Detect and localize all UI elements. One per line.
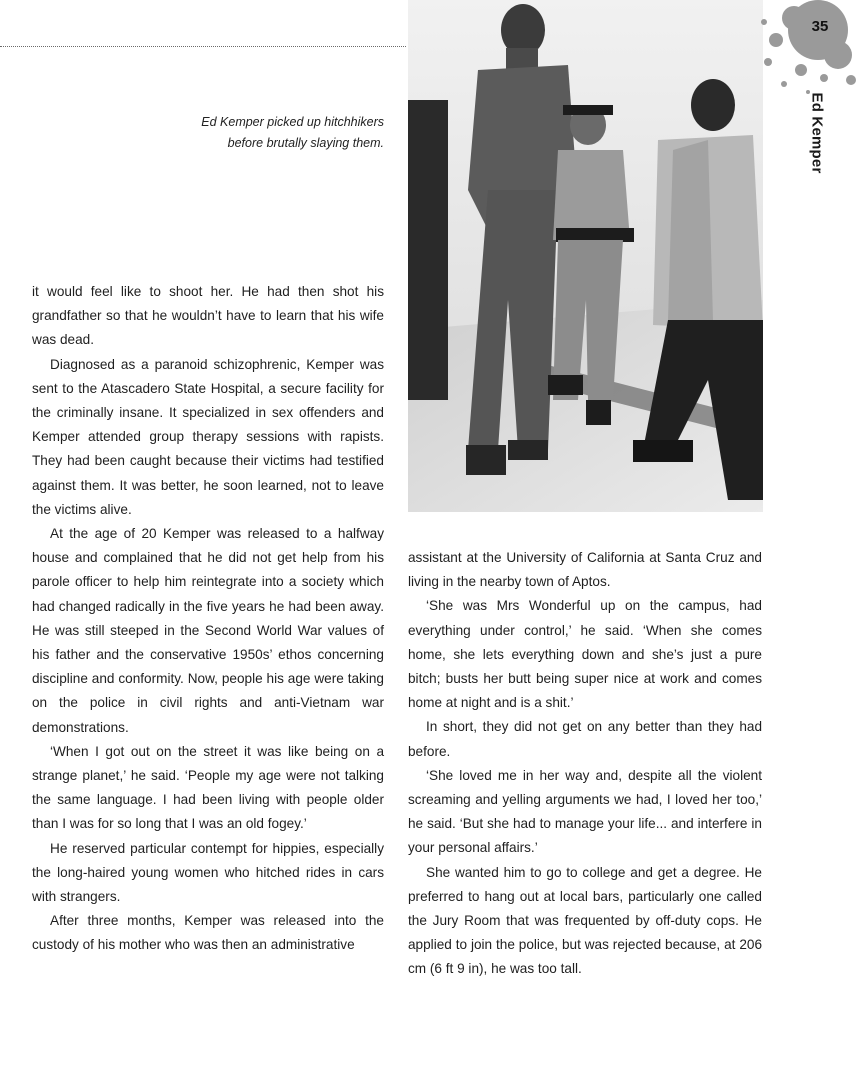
photo-caption [150,112,384,154]
photograph [408,0,763,512]
paragraph: Diagnosed as a paranoid schizophrenic, Kemper was sent to the Atascadero State Hospital, a secure facility for the criminally insane. It specialized in sex offenders and Kemper attended group therapy sessions with rapists. They had been caught because their victims had testified against them. It was better, he soon learned, not to leave the victims alive. [32,356,384,517]
running-head [803,92,831,174]
paragraph: He reserved particular contempt for hippies, especially the long-haired young women who hitched rides in cars with strangers. [32,840,384,905]
page-number: 35 [811,18,829,35]
header-rule [0,46,406,47]
paragraph: assistant at the University of California at Santa Cruz and living in the nearby town of Aptos. [408,550,762,590]
paragraph: it would feel like to shoot her. He had then shot his grandfather so that he wouldn’t have to learn that his wife was dead. [32,284,384,348]
paragraph: She wanted him to go to college and get a degree. He preferred to hang out at local bars, particularly one called the Jury Room that was frequented by off-duty cops. He applied to join the police, but was rejected because, at 206 cm (6 ft 9 in), he was too tall. [408,864,762,977]
body-column-left [32,280,384,958]
photograph-icon [408,0,763,512]
ink-splatter-decoration [756,0,856,110]
caption-line-2: before brutally slaying them. [227,136,384,150]
paragraph: ‘She loved me in her way and, despite all the violent screaming and yelling arguments we had, I loved her too,’ he said. ‘But she had to manage your life... and interfere in your personal affairs.’ [408,767,762,856]
paragraph: After three months, Kemper was released into the custody of his mother who was then an administrative [32,913,384,953]
paragraph: ‘She was Mrs Wonderful up on the campus, had everything under control,’ he said. ‘When she comes home, she lets everything down and she’s just a pure bitch; busts her butt being super nice at work and comes home at night and is a shit.’ [408,598,762,711]
paragraph: ‘When I got out on the street it was like being on a strange planet,’ he said. ‘People my age were not talking the same language. I had been living with people older than I was for so long that I was an old fogey.’ [32,743,384,832]
running-head-label: Ed Kemper [808,92,826,174]
body-column-right [408,546,762,982]
caption-line-1: Ed Kemper picked up hitchhikers [201,115,384,129]
paragraph: In short, they did not get on any better than they had before. [408,719,762,759]
paragraph: At the age of 20 Kemper was released to a halfway house and complained that he did not get help from his parole officer to help him reintegrate into a society which had changed radically in the five years he had been away. He was still steeped in the Second World War values of his father and the conservative 1950s’ ethos concerning discipline and conformity. Now, people his age were taking on the police in civil rights and anti-Vietnam war demonstrations. [32,526,384,735]
